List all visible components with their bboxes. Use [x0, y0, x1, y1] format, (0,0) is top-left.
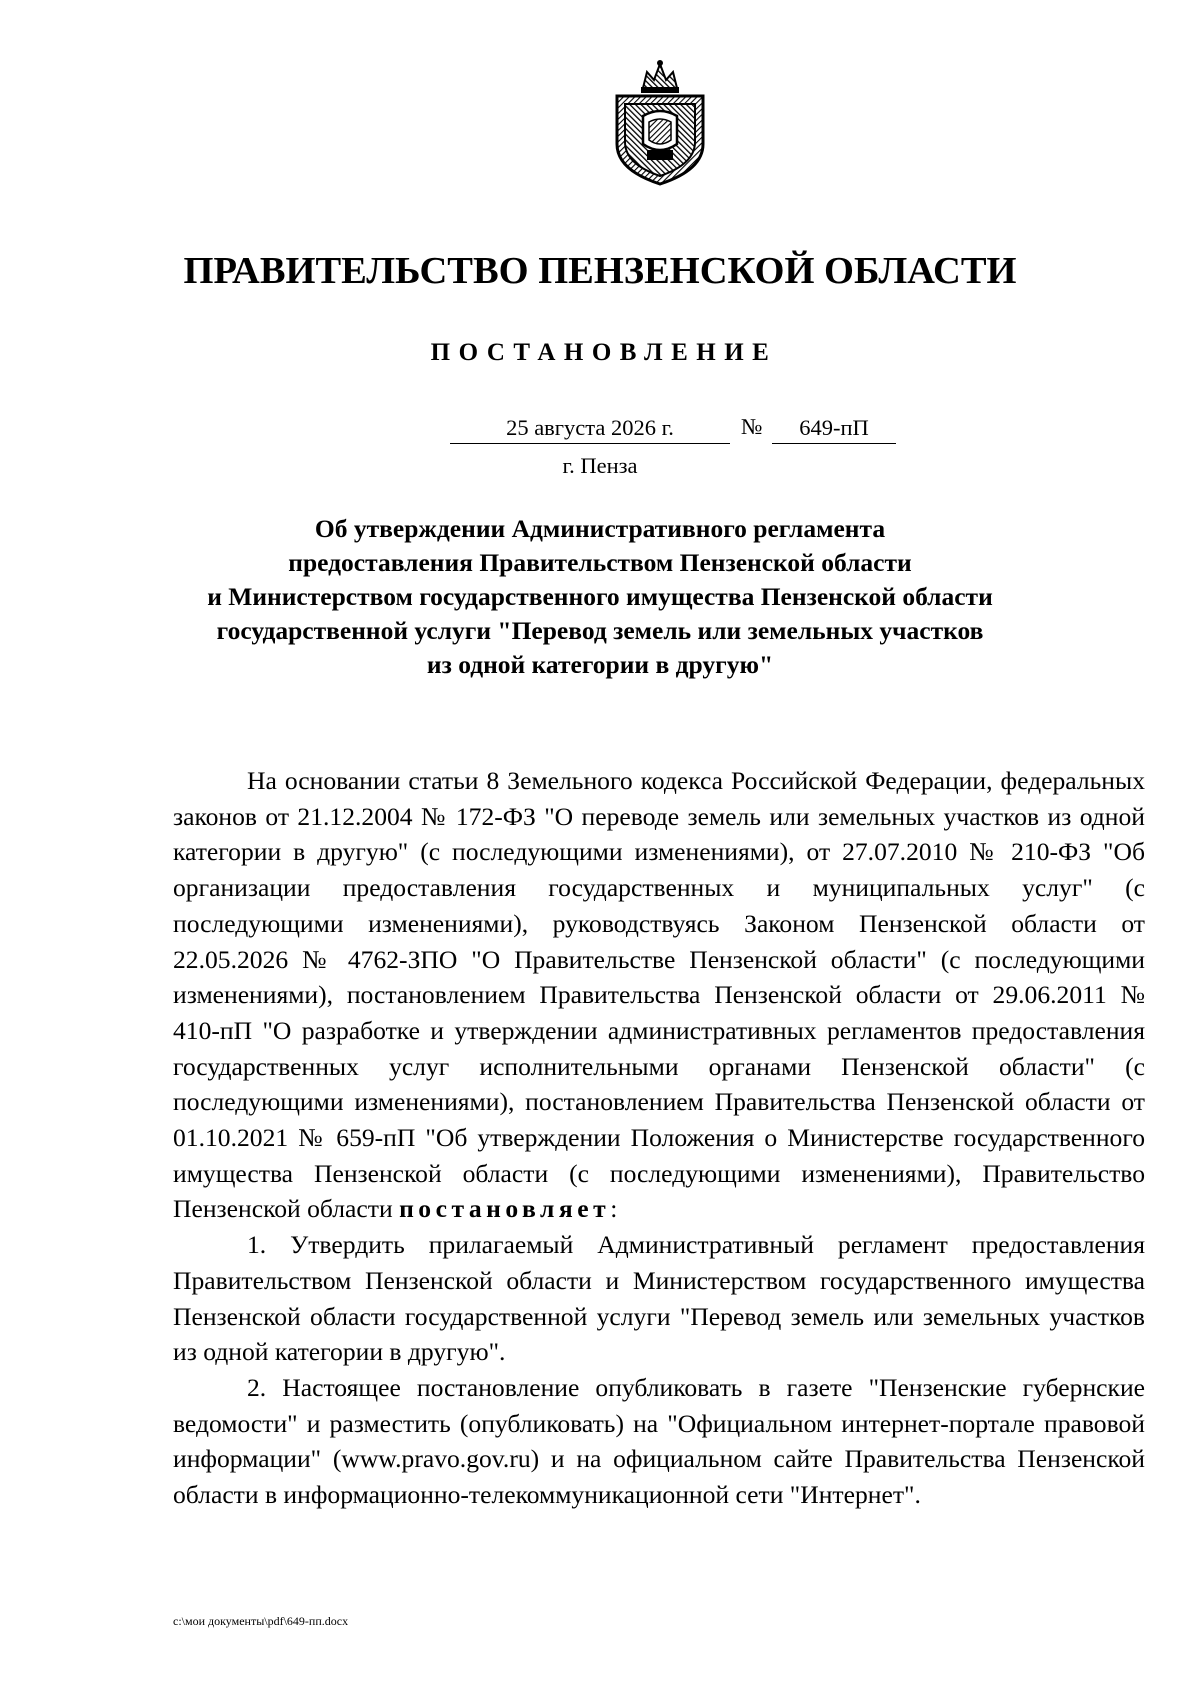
document-date: 25 августа 2026 г.	[450, 413, 730, 444]
date-number-line	[450, 412, 896, 446]
coat-of-arms-icon	[605, 58, 715, 188]
document-body	[173, 763, 1145, 1513]
government-title: ПРАВИТЕЛЬСТВО ПЕНЗЕНСКОЙ ОБЛАСТИ	[183, 250, 1017, 292]
item-1-paragraph: 1. Утвердить прилагаемый Административный регламент предоставления Правительством Пензенской области и Министерством государственного имущества Пензенской области государственной услуги "Перевод земель или земельных участков из одной категории в другую".	[173, 1230, 1145, 1367]
resolves-colon: :	[610, 1194, 618, 1224]
document-subject	[180, 512, 1020, 682]
subject-line: государственной услуги "Перевод земель или земельных участков	[216, 616, 984, 645]
document-type: ПОСТАНОВЛЕНИЕ	[430, 339, 778, 366]
resolves-word: постановляет	[399, 1194, 611, 1224]
subject-line: предоставления Правительством Пензенской области	[288, 548, 912, 577]
item-2-paragraph: 2. Настоящее постановление опубликовать в газете "Пензенские губернские ведомости" и разместить (опубликовать) на "Официальном интернет-портале правовой информации" (www.pravo.gov.ru) и на официальном сайте Правительства Пензенской области в информационно-телекоммуникационной сети "Интернет".	[173, 1372, 1145, 1510]
subject-line: и Министерством государственного имущества Пензенской области	[207, 582, 993, 611]
file-path-footer: c:\мои документы\pdf\649-пп.docx	[173, 1614, 349, 1628]
subject-line: из одной категории в другую"	[426, 650, 774, 679]
preamble-text: На основании статьи 8 Земельного кодекса Российской Федерации, федеральных законов от 21.12.2004 № 172-ФЗ "О переводе земель или земельных участков из одной категории в другую" (с последующими изменениями), от 27.07.2010 № 210-ФЗ "Об организации предоставления государственных и муниципальных услуг" (с последующими изменениями), руководствуясь Законом Пензенской области от 22.05.2026 № 4762-ЗПО "О Правительстве Пензенской области" (с последующими изменениями), постановлением Правительства Пензенской области от 29.06.2011 № 410-пП "О разработке и утверждении административных регламентов предоставления государственных услуг исполнительными органами Пензенской области" (с последующими изменениями), постановлением Правительства Пензенской области от 01.10.2021 № 659-пП "Об утверждении Положения о Министерстве государственного имущества Пензенской области (с последующими изменениями), Правительство Пензенской области	[173, 766, 1145, 1224]
document-place: г. Пенза	[562, 453, 638, 478]
subject-line: Об утверждении Административного регламента	[314, 514, 886, 543]
number-sign: №	[741, 414, 763, 439]
preamble-paragraph	[173, 763, 1145, 1227]
document-number: 649-пП	[772, 413, 896, 444]
